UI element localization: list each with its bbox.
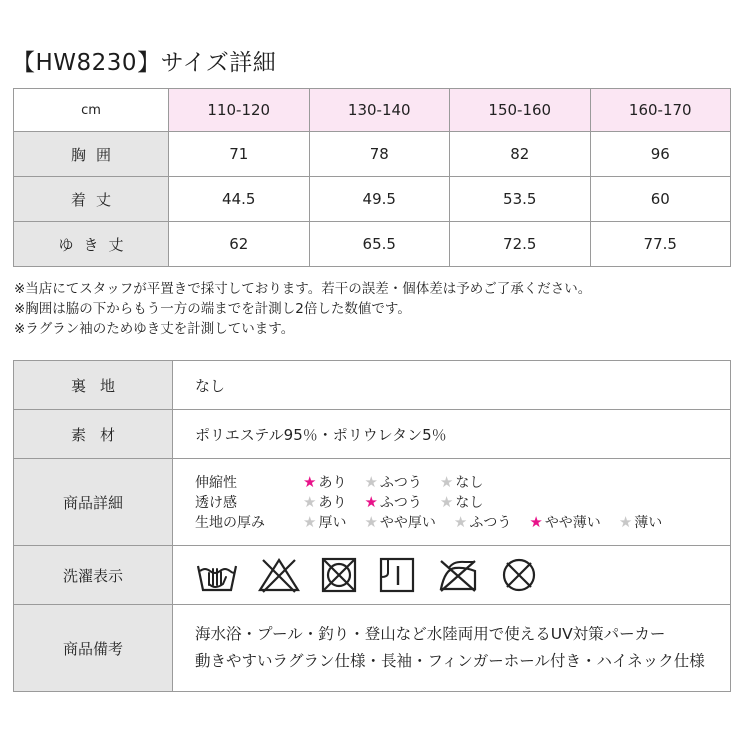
detail-option <box>440 472 483 492</box>
star-icon: ★ <box>364 493 378 511</box>
detail-option-label: ふつう <box>469 515 512 531</box>
care-icons <box>195 557 730 593</box>
care-value <box>173 546 731 605</box>
detail-option-label: あり <box>318 495 347 511</box>
detail-option <box>619 512 662 532</box>
table-cell: 53.5 <box>450 177 591 222</box>
table-cell: 60 <box>590 177 731 222</box>
no-tumble-dry-icon <box>319 557 359 593</box>
unit-cell: cm <box>14 89 169 132</box>
table-cell: 44.5 <box>169 177 310 222</box>
star-icon: ★ <box>303 513 317 531</box>
material-value: ポリエステル95％・ポリウレタン5％ <box>173 410 731 459</box>
size-header: 110-120 <box>169 89 310 132</box>
row-label-length: 着丈 <box>14 177 169 222</box>
detail-option <box>364 512 435 532</box>
size-header: 130-140 <box>309 89 450 132</box>
material-label: 素材 <box>14 410 173 459</box>
detail-option-label: ふつう <box>379 475 422 491</box>
no-iron-icon <box>435 557 481 593</box>
measurement-notes <box>14 279 591 339</box>
size-header: 160-170 <box>590 89 731 132</box>
lining-label: 裏地 <box>14 361 173 410</box>
detail-option-label: やや厚い <box>379 515 436 531</box>
detail-lines <box>195 472 730 532</box>
detail-option <box>440 492 483 512</box>
lining-row <box>14 361 731 410</box>
remarks-line: 海水浴・プール・釣り・登山など水陸両用で使えるUV対策パーカー <box>195 625 666 643</box>
table-cell: 77.5 <box>590 222 731 267</box>
detail-option <box>529 512 600 532</box>
detail-line <box>195 492 730 512</box>
lining-value: なし <box>173 361 731 410</box>
detail-key: 透け感 <box>195 495 237 511</box>
detail-option <box>454 512 511 532</box>
star-icon: ★ <box>439 493 454 511</box>
table-row <box>14 177 731 222</box>
row-label-sleeve: ゆき丈 <box>14 222 169 267</box>
detail-line <box>195 472 730 492</box>
detail-key: 伸縮性 <box>195 475 237 491</box>
remarks-label: 商品備考 <box>14 605 173 692</box>
no-bleach-icon <box>257 557 301 593</box>
table-cell: 82 <box>450 132 591 177</box>
remarks-value <box>173 605 731 692</box>
details-value <box>173 459 731 546</box>
line-dry-icon <box>377 557 417 593</box>
detail-option-label: あり <box>318 475 347 491</box>
product-info-table <box>13 360 731 692</box>
details-row <box>14 459 731 546</box>
table-row <box>14 132 731 177</box>
detail-option-label: 薄い <box>634 515 663 531</box>
note-line: ※当店にてスタッフが平置きで採寸しております。若干の誤差・個体差は予めご了承ください。 <box>14 281 592 297</box>
detail-option-label: ふつう <box>379 495 422 511</box>
care-label: 洗濯表示 <box>14 546 173 605</box>
star-icon: ★ <box>618 513 633 531</box>
size-header: 150-160 <box>450 89 591 132</box>
note-line: ※ラグラン袖のためゆき丈を計測しています。 <box>14 321 295 337</box>
size-table <box>13 88 731 267</box>
star-icon: ★ <box>364 473 378 491</box>
detail-option <box>303 472 346 492</box>
detail-option-label: やや薄い <box>544 515 601 531</box>
table-cell: 78 <box>309 132 450 177</box>
detail-option <box>303 492 346 512</box>
star-icon: ★ <box>529 513 543 531</box>
no-dry-clean-icon <box>499 557 539 593</box>
detail-option <box>364 492 421 512</box>
details-label: 商品詳細 <box>14 459 173 546</box>
detail-option <box>364 472 421 492</box>
remarks-row <box>14 605 731 692</box>
detail-option-label: なし <box>455 495 484 511</box>
note-line: ※胸囲は脇の下からもう一方の端までを計測し2倍した数値です。 <box>14 301 411 317</box>
table-cell: 62 <box>169 222 310 267</box>
table-cell: 96 <box>590 132 731 177</box>
star-icon: ★ <box>303 473 317 491</box>
table-cell: 65.5 <box>309 222 450 267</box>
detail-option-label: 厚い <box>318 515 347 531</box>
page-title: 【HW8230】サイズ詳細 <box>12 50 277 76</box>
detail-key: 生地の厚み <box>195 515 265 531</box>
care-row <box>14 546 731 605</box>
remarks-line: 動きやすいラグラン仕様・長袖・フィンガーホール付き・ハイネック仕様 <box>195 652 705 670</box>
size-header-row <box>14 89 731 132</box>
hand-wash-icon <box>195 557 239 593</box>
star-icon: ★ <box>303 493 317 511</box>
detail-option-label: なし <box>455 475 484 491</box>
star-icon: ★ <box>439 473 454 491</box>
table-row <box>14 222 731 267</box>
star-icon: ★ <box>364 513 378 531</box>
detail-option <box>303 512 346 532</box>
table-cell: 71 <box>169 132 310 177</box>
table-cell: 72.5 <box>450 222 591 267</box>
star-icon: ★ <box>453 513 468 531</box>
table-cell: 49.5 <box>309 177 450 222</box>
detail-line <box>195 512 730 532</box>
row-label-chest: 胸囲 <box>14 132 169 177</box>
material-row <box>14 410 731 459</box>
